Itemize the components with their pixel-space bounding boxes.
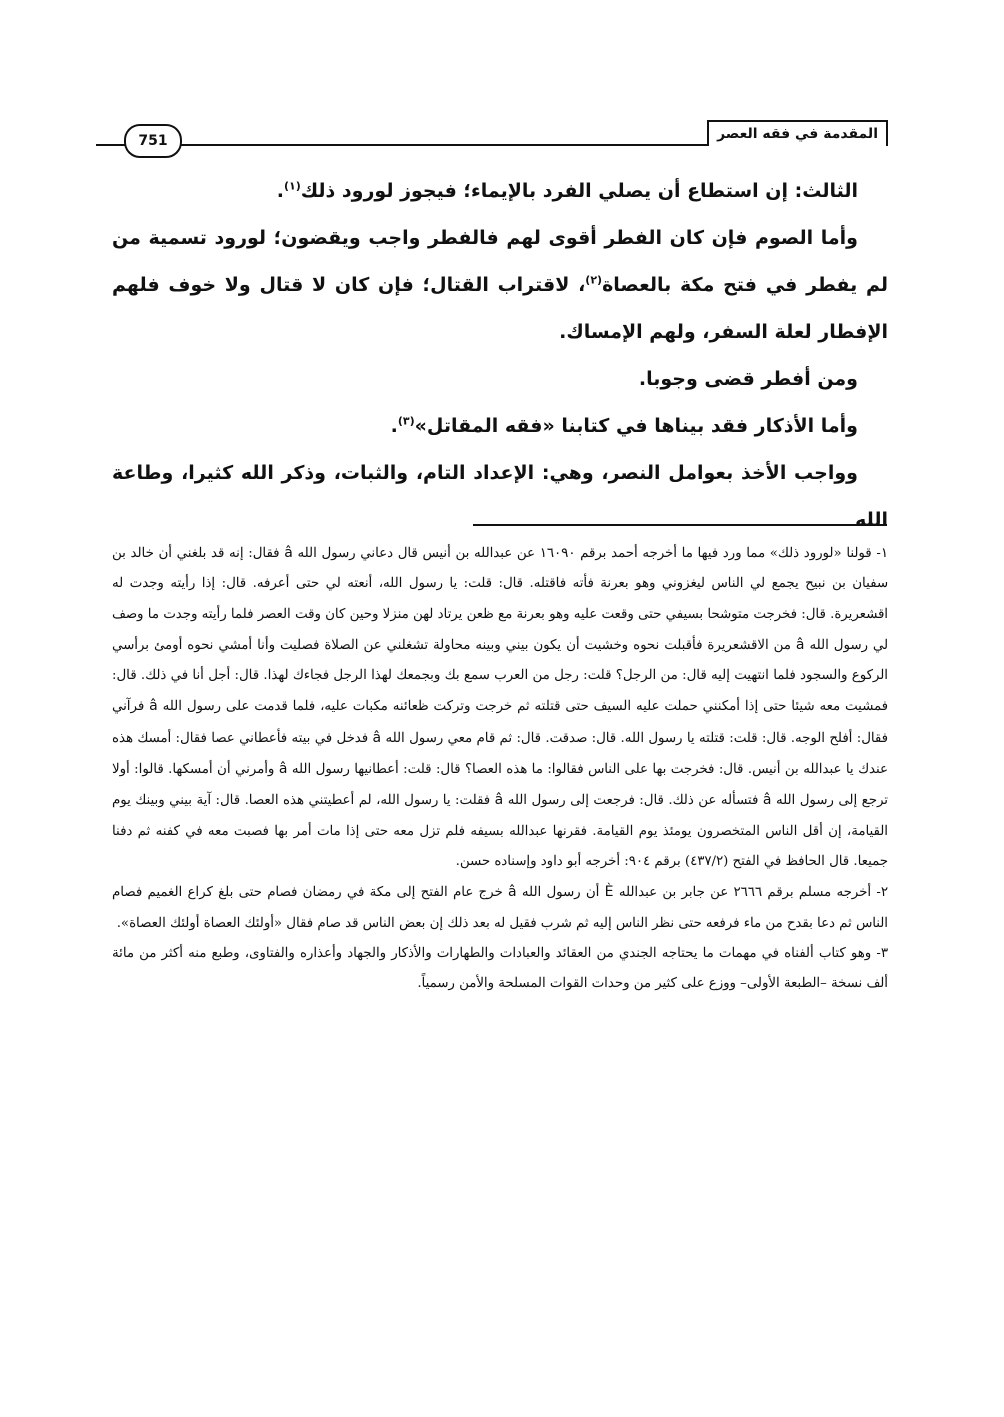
- running-title: المقدمة في فقه العصر: [707, 120, 888, 146]
- footnote-text: من الاقشعريرة فأقبلت نحوه وخشيت أن يكون بيني وبينه محاولة تشغلني عن الصلاة فصليت وأنا أمشي نحوه أومئ برأسي الركوع والسجود فلما انتهيت إليه قال: من الرجل؟ قلت: رجل من العرب سمع بك وبجمعك لهذا الرجل فجاءك لهذا. قال: أجل أنا في ذلك. قال: فمشيت معه شيئا حتى إذا أمكنني حملت عليه السيف حتى قتلته ثم خرجت وتركت ظعائنه مكبات عليه، فلما قدمت على رسول الله: [112, 637, 889, 715]
- footnote-3: [112, 939, 888, 1000]
- bold-term: وواجب الأخذ بعوامل النصر، وهي:: [541, 462, 858, 484]
- footnote-text: ٢- أخرجه مسلم برقم ٢٦٦٦ عن جابر بن عبدالله: [618, 885, 889, 901]
- footnote-text: أن رسول الله: [521, 885, 605, 901]
- footnote-text: وأمرني أن أمسكها. قالوا: أولا ترجع إلى رسول الله: [112, 762, 888, 809]
- salutation-glyph: â: [795, 636, 805, 653]
- salutation-glyph: â: [149, 698, 158, 715]
- page-number: 751: [124, 124, 182, 158]
- footnote-2: [112, 877, 888, 939]
- main-text: [112, 168, 888, 544]
- paragraph-text: ، لاقتراب القتال؛ فإن كان لا قتال ولا خوف فلهم الإفطار لعلة السفر، ولهم الإمساك.: [112, 274, 888, 343]
- footnote-text: فقلت: يا رسول الله، لم أعطيتني هذه العصا. قال: آية بيني وبينك يوم القيامة، إن أقل الناس المتخصرون يومئذ يوم القيامة. فقرنها عبدالله بسيفه فلم تزل معه حتى إذا مات أمر بها فصبت معه في كفنه ثم دفنا جميعا. قال الحافظ في الفتح (٤٣٧/٢) برقم ٩٠٤: أخرجه أبو داود وإسناده حسن.: [112, 793, 888, 869]
- footnote-text: فرآني فقال: أفلح الوجه. قال: قلت: قتلته يا رسول الله. قال: صدقت. قال: ثم قام معي رسول الله: [112, 699, 888, 746]
- salutation-glyph: â: [762, 792, 772, 809]
- footnote-text: ١- قولنا «لورود ذلك» مما ورد فيها ما أخرجه أحمد برقم ١٦٠٩٠ عن عبدالله بن أنيس قال دعاني رسول الله: [297, 546, 889, 561]
- footnotes: [112, 538, 888, 999]
- footnote-text: فقال: إنه قد بلغني أن خالد بن سفيان بن نبيح يجمع لي الناس ليغزوني وهو بعرنة فأته فاقتله. قال: قلت: يا رسول الله، أنعته لي حتى أعرفه. قال: إذا رأيته وجدت له اقشعريرة. قال: فخرجت متوشحا بسيفي حتى وقعت عليه وهو بعرنة مع ظعن يرتاد لهن منزلا وحين كان وقت العصر فلما رأيته وجدت ما وصف لي رسول الله: [112, 546, 888, 653]
- paragraph-fasting: [112, 215, 888, 356]
- footnote-ref-2[interactable]: (٢): [585, 273, 603, 287]
- paragraph-victory-factors: [112, 450, 888, 544]
- paragraph-text: فقد بيناها في كتابنا «فقه المقاتل»: [414, 415, 755, 437]
- footnote-text: فدخل في بيته فأعطاني عصا فقال: أمسك هذه عندك يا عبدالله بن أنيس. قال: فخرجت بها على الناس فقالوا: ما هذه العصا؟ قال: قلت: أعطانيها رسول الله: [112, 730, 888, 778]
- footnote-ref-3[interactable]: (٣): [397, 414, 415, 428]
- paragraph-remembrances: [112, 403, 888, 450]
- salutation-glyph: È: [604, 884, 614, 901]
- salutation-glyph: â: [278, 761, 288, 778]
- footnote-1: [112, 538, 888, 877]
- footnote-text: فتسأله عن ذلك. قال: فرجعت إلى رسول الله: [507, 793, 763, 809]
- salutation-glyph: â: [284, 545, 293, 561]
- paragraph-text: الإعداد التام، والثبات، وذكر الله كثيرا، وطاعة الله: [112, 462, 888, 531]
- salutation-glyph: â: [494, 792, 504, 809]
- footnote-separator: [473, 524, 887, 526]
- paragraph-text: وأما الصوم فإن كان الفطر أقوى لهم فالفطر واجب ويقضون؛ لورود تسمية من لم يفطر في فتح مكة بالعصاة: [112, 227, 888, 296]
- salutation-glyph: â: [372, 729, 382, 746]
- paragraph-prayer-gesture: الثالث: إن استطاع أن يصلي الفرد بالإيماء؛ فيجوز لورود ذلك$^{(١)}$.: [276, 179, 858, 202]
- footnote-text: خرج عام الفتح إلى مكة في رمضان فصام حتى بلغ كراع الغميم فصام الناس ثم دعا بقدح من ماء فرفعه حتى نظر الناس إليه ثم شرب فقيل له بعد ذلك إن بعض الناس قد صام فقال «أولئك العصاة أولئك العصاة».: [112, 885, 888, 931]
- running-header: [96, 118, 888, 154]
- paragraph-make-up-fast: [112, 356, 888, 403]
- paragraph-text: ومن أفطر قضى وجوبا.: [638, 368, 858, 390]
- bold-term: وأما الأذكار: [754, 415, 858, 437]
- paragraph-text: الثالث: إن استطاع أن يصلي الفرد بالإيماء؛ فيجوز لورود ذلك: [300, 180, 858, 202]
- footnote-ref-1[interactable]: (١): [283, 179, 301, 193]
- footnote-text: ٣- وهو كتاب ألفناه في مهمات ما يحتاجه الجندي من العقائد والعبادات والطهارات والأذكار والجهاد وأعذاره والفتاوى، وطبع منه أكثر من مائة ألف نسخة –الطبعة الأولى– ووزع على كثير من وحدات القوات المسلحة والأمن رسمياً.: [112, 945, 888, 992]
- paragraph-tail: .: [390, 415, 398, 437]
- salutation-glyph: â: [508, 884, 517, 901]
